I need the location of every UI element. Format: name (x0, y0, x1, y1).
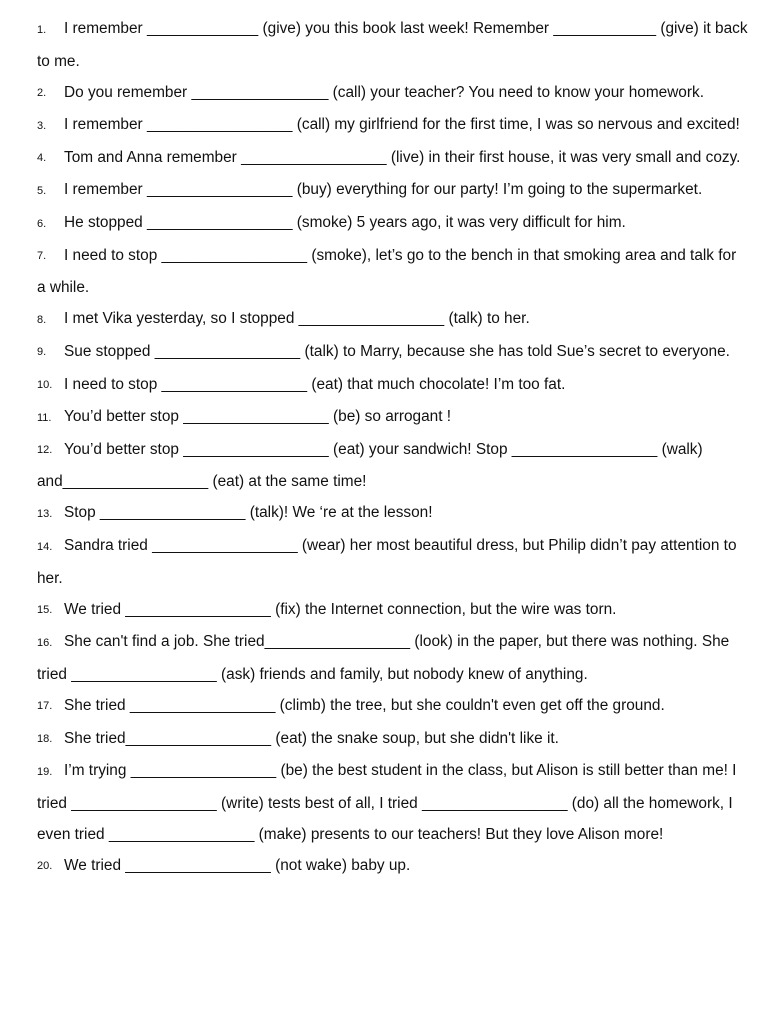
exercise-item-15 (37, 594, 748, 627)
item-number: 2. (37, 87, 47, 100)
item-number: 15. (37, 604, 53, 617)
exercise-item-5 (37, 174, 748, 207)
item-number: 18. (37, 733, 53, 746)
item-number: 13. (37, 507, 53, 520)
item-number: 9. (37, 346, 47, 359)
exercise-item-18 (37, 723, 748, 756)
item-text: He stopped _________________ (smoke) 5 years ago, it was very difficult for him. (64, 214, 626, 232)
item-text: I need to stop _________________ (eat) that much chocolate! I’m too fat. (64, 375, 566, 393)
item-text: I’m trying _________________ (be) the best student in the class, but Alison is still better than me! I tried _________________ (write) tests best of all, I tried _________________ (do) all the homework, I even tried _________________ (make) presents to our teachers! But they love Alison more! (37, 762, 737, 843)
item-number: 10. (37, 379, 53, 392)
item-text: I remember _________________ (buy) everything for our party! I’m going to the supermarket. (64, 181, 703, 199)
item-text: We tried _________________ (not wake) baby up. (64, 856, 411, 874)
item-text: Do you remember ________________ (call) your teacher? You need to know your homework. (64, 83, 704, 101)
item-text: I met Vika yesterday, so I stopped _________________ (talk) to her. (64, 310, 530, 328)
exercise-item-16 (37, 626, 748, 690)
item-number: 12. (37, 444, 53, 457)
item-text: We tried _________________ (fix) the Internet connection, but the wire was torn. (64, 600, 617, 618)
exercise-item-13 (37, 497, 748, 530)
item-number: 3. (37, 119, 47, 132)
item-number: 16. (37, 636, 53, 649)
item-number: 17. (37, 700, 53, 713)
item-text: You’d better stop _________________ (eat) your sandwich! Stop _________________ (walk) and_________________ (eat) at the same time! (37, 440, 703, 491)
exercise-item-4 (37, 142, 748, 175)
exercise-item-7 (37, 240, 748, 304)
item-number: 11. (37, 411, 52, 424)
item-text: I remember _____________ (give) you this book last week! Remember ____________ (give) it back to me. (37, 20, 748, 70)
item-number: 6. (37, 217, 47, 230)
exercise-item-20 (37, 850, 748, 883)
item-number: 1. (37, 23, 47, 36)
item-number: 14. (37, 540, 53, 553)
exercise-item-11 (37, 401, 748, 434)
exercise-item-10 (37, 369, 748, 402)
item-text: I need to stop _________________ (smoke), let’s go to the bench in that smoking area and talk for a while. (37, 246, 737, 297)
item-text: She tried _________________ (climb) the tree, but she couldn't even get off the ground. (64, 696, 665, 714)
item-text: Stop _________________ (talk)! We ‘re at the lesson! (64, 504, 433, 522)
exercise-item-17 (37, 690, 748, 723)
exercise-item-8 (37, 303, 748, 336)
exercise-item-6 (37, 207, 748, 240)
item-number: 4. (37, 152, 47, 165)
item-number: 8. (37, 313, 47, 326)
item-text: You’d better stop _________________ (be) so arrogant ! (64, 408, 452, 426)
item-text: Sandra tried _________________ (wear) her most beautiful dress, but Philip didn’t pay attention to her. (37, 537, 737, 587)
exercise-item-1 (37, 13, 748, 77)
exercise-item-14 (37, 530, 748, 594)
exercise-item-19 (37, 755, 748, 850)
item-number: 19. (37, 765, 53, 778)
item-text: She tried_________________ (eat) the snake soup, but she didn't like it. (64, 729, 559, 747)
item-number: 5. (37, 184, 47, 197)
item-number: 7. (37, 250, 47, 263)
exercise-item-2 (37, 77, 748, 110)
item-text: Tom and Anna remember _________________ (live) in their first house, it was very small and cozy. (64, 148, 741, 166)
item-text: I remember _________________ (call) my girlfriend for the first time, I was so nervous and excited! (64, 116, 740, 134)
item-text: She can't find a job. She tried_________________ (look) in the paper, but there was nothing. She tried _________________ (ask) friends and family, but nobody knew of anything. (37, 633, 730, 683)
exercise-item-12 (37, 434, 748, 498)
item-number: 20. (37, 860, 53, 873)
exercise-item-9 (37, 336, 748, 369)
item-text: Sue stopped _________________ (talk) to Marry, because she has told Sue’s secret to everyone. (64, 342, 730, 360)
exercise-item-3 (37, 109, 748, 142)
